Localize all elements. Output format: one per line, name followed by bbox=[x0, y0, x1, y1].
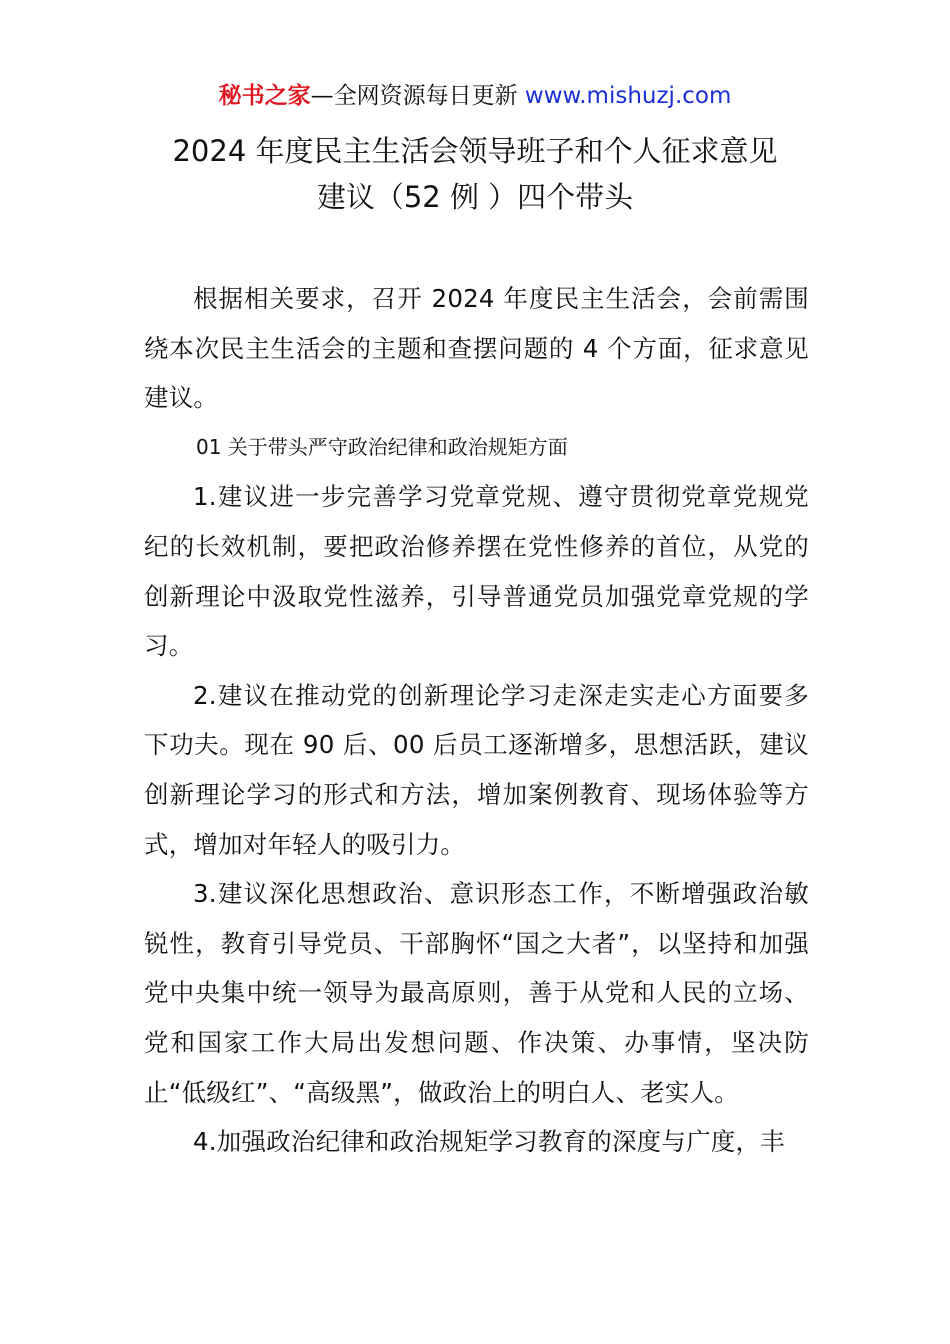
section-heading: 01 关于带头严守政治纪律和政治规矩方面 bbox=[196, 434, 568, 459]
document-body bbox=[144, 274, 809, 1167]
suggestion-item-4: 4.加强政治纪律和政治规矩学习教育的深度与广度，丰 bbox=[193, 1127, 785, 1157]
document-title bbox=[110, 128, 840, 220]
title-line-1: 2024 年度民主生活会领导班子和个人征求意见 bbox=[172, 134, 778, 168]
site-url-link[interactable]: www.mishuzj.com bbox=[524, 83, 732, 109]
site-name: 秘书之家 bbox=[218, 83, 311, 109]
intro-paragraph: 根据相关要求，召开 2024 年度民主生活会，会前需围绕本次民主生活会的主题和查摆问题的 4 个方面，征求意见建议。 bbox=[144, 284, 809, 413]
site-tagline: —全网资源每日更新 bbox=[310, 83, 525, 109]
site-header bbox=[0, 80, 950, 112]
suggestion-item-1: 1.建议进一步完善学习党章党规、遵守贯彻党章党规党纪的长效机制，要把政治修养摆在党性修养的首位，从党的创新理论中汲取党性滋养，引导普通党员加强党章党规的学习。 bbox=[144, 482, 809, 661]
suggestion-item-2: 2.建议在推动党的创新理论学习走深走实走心方面要多下功夫。现在 90 后、00 后员工逐渐增多，思想活跃，建议创新理论学习的形式和方法，增加案例教育、现场体验等方式，增加对年轻人的吸引力。 bbox=[144, 680, 809, 859]
suggestion-item-3: 3.建议深化思想政治、意识形态工作，不断增强政治敏锐性，教育引导党员、干部胸怀“国之大者”，以坚持和加强党中央集中统一领导为最高原则，善于从党和人民的立场、党和国家工作大局出发想问题、作决策、办事情，坚决防止“低级红”、“高级黑”，做政治上的明白人、老实人。 bbox=[144, 879, 809, 1107]
title-line-2: 建议（52 例 ）四个带头 bbox=[316, 180, 634, 214]
